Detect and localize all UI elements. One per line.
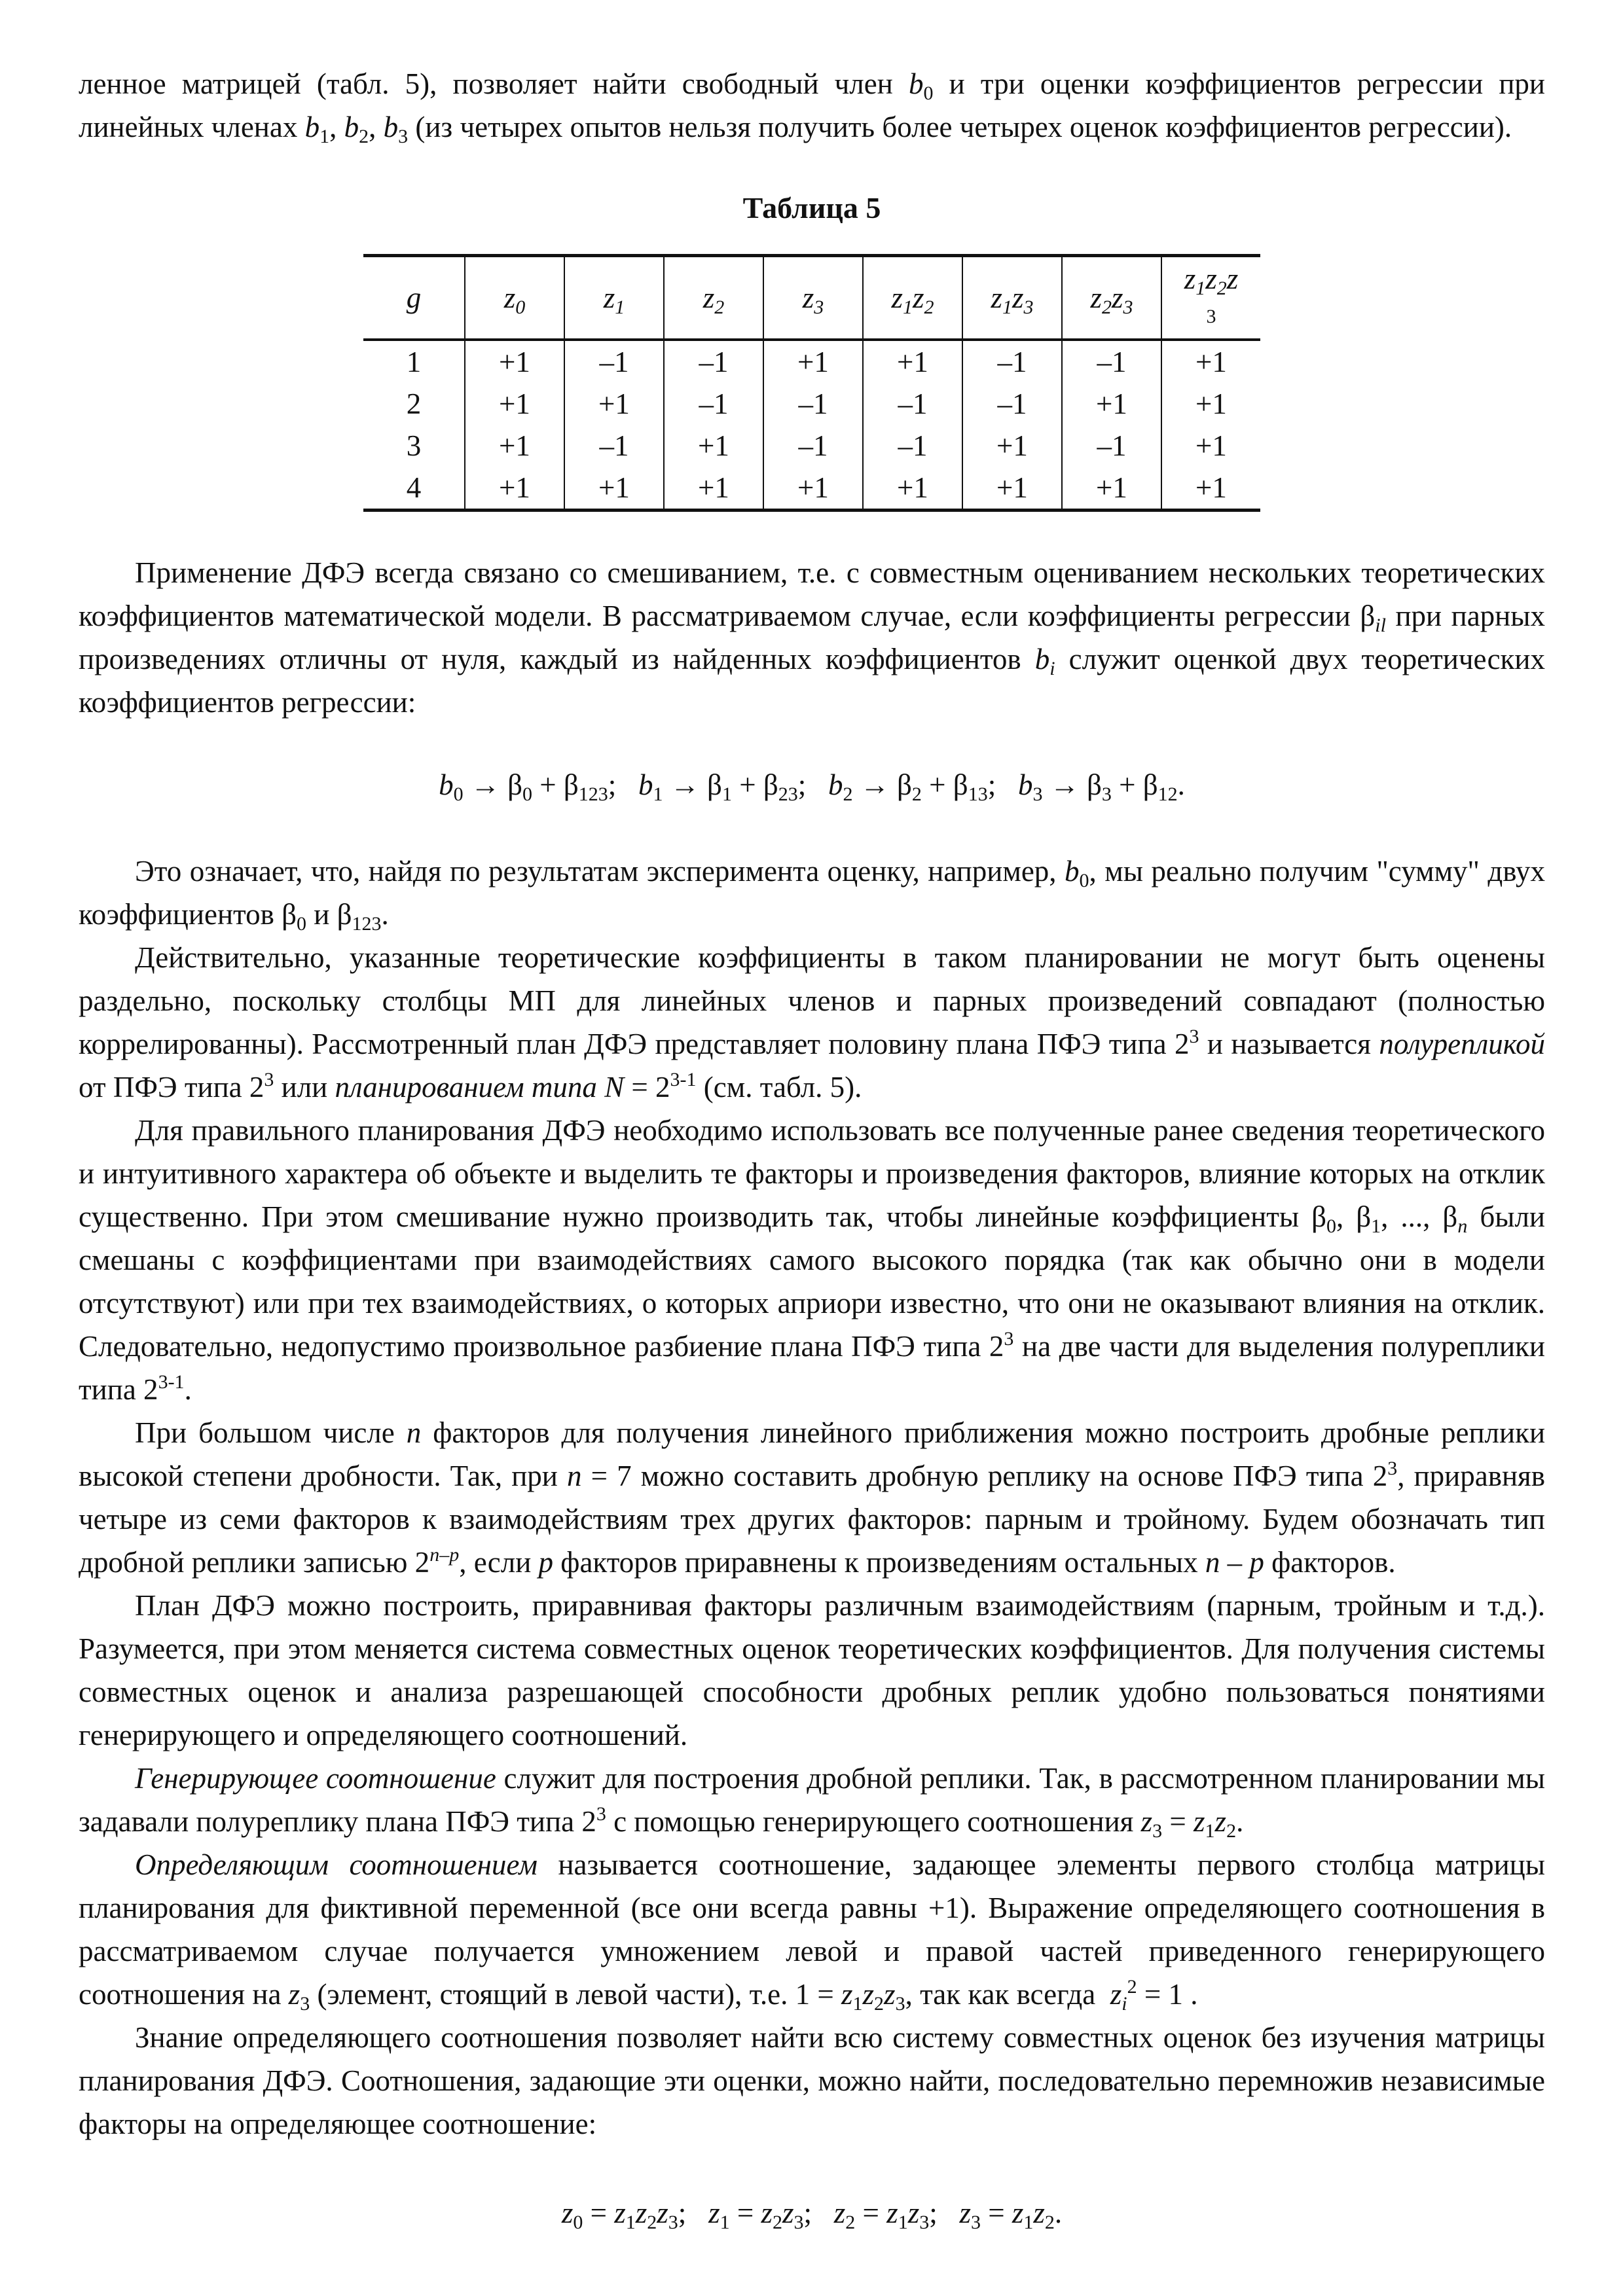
design-matrix-table (363, 254, 1260, 512)
table-cell: +1 (465, 467, 564, 511)
table-wrapper (79, 254, 1545, 512)
header-z1z3: $z_1z_3$ (962, 256, 1062, 340)
header-z0: $z_0$ (465, 256, 564, 340)
table-caption: Таблица 5 (742, 191, 881, 224)
header-z1z2: $z_1z_2$ (863, 256, 962, 340)
header-z2z3: $z_2z_3$ (1062, 256, 1161, 340)
formula-relations: $z_0 = z_1z_2z_3$; $z_1 = z_2z_3$; $z_2 = z_1z_3$; $z_3 = z_1z_2$. (561, 2197, 1063, 2233)
header-z1: $z_1$ (564, 256, 664, 340)
table-cell: –1 (863, 383, 962, 425)
table-body (363, 340, 1260, 511)
table-row (363, 425, 1260, 467)
table-cell: –1 (1062, 425, 1161, 467)
paragraph-knowledge: Знание определяющего соотношения позволяет найти всю систему совместных оценок без изучения матрицы планирования ДФЭ. Соотношения, задающие эти оценки, можно найти, последовательно перемножив независимые факторы на определяющее соотношение: (79, 2021, 1545, 2140)
table-cell: +1 (863, 467, 962, 511)
table-header-row (363, 256, 1260, 340)
table-cell: +1 (664, 467, 763, 511)
table-cell: –1 (664, 340, 763, 383)
table-cell: –1 (763, 425, 863, 467)
table-cell: –1 (564, 425, 664, 467)
paragraph-correct-planning: Для правильного планирования ДФЭ необходимо использовать все полученные ранее сведения теоретического и интуитивного характера об объекте и выделить те факторы и произведения факторов, влияние которых на отклик существенно. При этом смешивание нужно производить так, чтобы линейные коэффициенты $\beta_0$, $\beta_1$, ..., $\beta_n$ были смешаны с коэффициентами при взаимодействиях самого высокого порядка (так как обычно они в модели отсутствуют) или при тех взаимодействиях, о которых априори известно, что они не оказывают влияния на отклик. Следовательно, недопустимо произвольное разбиение плана ПФЭ типа $2^3$ на две части для выделения полуреплики типа 2$^{3-1}$. (79, 1114, 1545, 1406)
table-cell: +1 (465, 340, 564, 383)
table-cell: +1 (962, 467, 1062, 511)
table-cell: +1 (1161, 425, 1260, 467)
paragraph-plan: План ДФЭ можно построить, приравнивая факторы различным взаимодействиям (парным, тройным и т.д.). Разумеется, при этом меняется система совместных оценок теоретических коэффициентов. Для получения системы совместных оценок и анализа разрешающей способности дробных реплик удобно пользоваться понятиями генерирующего и определяющего соотношений. (79, 1589, 1545, 1751)
page (79, 62, 1545, 2234)
table-cell: –1 (664, 383, 763, 425)
table-cell: 1 (406, 346, 422, 378)
table-cell: +1 (1062, 383, 1161, 425)
table-row (363, 340, 1260, 383)
table-cell: –1 (564, 340, 664, 383)
table-cell: –1 (962, 340, 1062, 383)
table-cell: –1 (763, 383, 863, 425)
intro-paragraph: ленное матрицей (табл. 5), позволяет найти свободный член $b_0$ и три оценки коэффициентов регрессии при линейных членах $b_1$, $b_2$, $b_3$ (из четырех опытов нельзя получить более четырех оценок коэффициентов регрессии). (79, 67, 1546, 147)
header-z1z2z3: $z_1z_2z$ 3 (1161, 256, 1260, 340)
formula-mixing: $b_0 \to \beta_0 + \beta_{123}$; $b_1 \to \beta_1 + \beta_{23}$; $b_2 \to \beta_2 + \beta_{13}$; $b_3 \to \beta_3 + \beta_{12}$. (439, 768, 1185, 805)
table-cell: +1 (465, 425, 564, 467)
header-g: g (363, 256, 465, 340)
paragraph-generating: Генерирующее соотношение служит для построения дробной реплики. Так, в рассмотренном планировании мы задавали полуреплику плана ПФЭ типа $2^3$ с помощью генерирующего соотношения $z_3 = z_1z_2$. (79, 1762, 1546, 1842)
paragraph-large-n: При большом числе n факторов для получения линейного приближения можно построить дробные реплики высокой степени дробности. Так, при n = 7 можно составить дробную реплику на основе ПФЭ типа $2^3$, приравняв четыре из семи факторов к взаимодействиям трех других факторов: парным и тройному. Будем обозначать тип дробной реплики записью 2$^{n-p}$, если p факторов приравнены к произведениям остальных n – p факторов. (79, 1416, 1546, 1579)
header-z2: $z_2$ (664, 256, 763, 340)
header-z3: $z_3$ (763, 256, 863, 340)
table-cell: –1 (863, 425, 962, 467)
table-cell: +1 (1062, 467, 1161, 511)
table-cell: +1 (763, 340, 863, 383)
table-cell: +1 (664, 425, 763, 467)
table-cell: +1 (1161, 467, 1260, 511)
paragraph-means: Это означает, что, найдя по результатам эксперимента оценку, например, $b_0$, мы реально получим "сумму" двух коэффициентов $\beta_0$ и $\beta_{123}$. (79, 855, 1545, 935)
table-cell: +1 (564, 383, 664, 425)
table-row (363, 383, 1260, 425)
table-cell: +1 (465, 383, 564, 425)
table-cell: –1 (1062, 340, 1161, 383)
paragraph-defining: Определяющим соотношением называется соотношение, задающее элементы первого столбца матрицы планирования для фиктивной переменной (все они всегда равны +1). Выражение определяющего соотношения в рассматриваемом случае получается умножением левой и правой частей приведенного генерирующего соотношения на $z_3$ (элемент, стоящий в левой части), т.е. $1 = z_1z_2z_3$, так как всегда $z_i^2 = 1$ . (79, 1848, 1546, 2015)
table-row (363, 467, 1260, 511)
table-cell: +1 (564, 467, 664, 511)
table-cell: +1 (1161, 383, 1260, 425)
table-cell: +1 (962, 425, 1062, 467)
table-cell: +1 (1161, 340, 1260, 383)
paragraph-dfe-mixing: Применение ДФЭ всегда связано со смешиванием, т.е. с совместным оцениванием нескольких теоретических коэффициентов математической модели. В рассматриваемом случае, если коэффициенты регрессии $\beta_{il}$ при парных произведениях отличны от нуля, каждый из найденных коэффициентов $b_i$ служит оценкой двух теоретических коэффициентов регрессии: (79, 556, 1546, 719)
table-cell: 4 (363, 467, 465, 511)
table-cell: 3 (406, 429, 422, 462)
paragraph-indeed: Действительно, указанные теоретические коэффициенты в таком планировании не могут быть оценены раздельно, поскольку столбцы МП для линейных членов и парных произведений совпадают (полностью коррелированны). Рассмотренный план ДФЭ представляет половину плана ПФЭ типа $2^3$ и называется полурепликой от ПФЭ типа $2^3$ или планированием типа $N = 2^{3-1}$ (см. табл. 5). (79, 941, 1546, 1103)
table-cell: +1 (863, 340, 962, 383)
table-cell: 2 (406, 387, 422, 420)
table-cell: +1 (763, 467, 863, 511)
table-cell: –1 (962, 383, 1062, 425)
